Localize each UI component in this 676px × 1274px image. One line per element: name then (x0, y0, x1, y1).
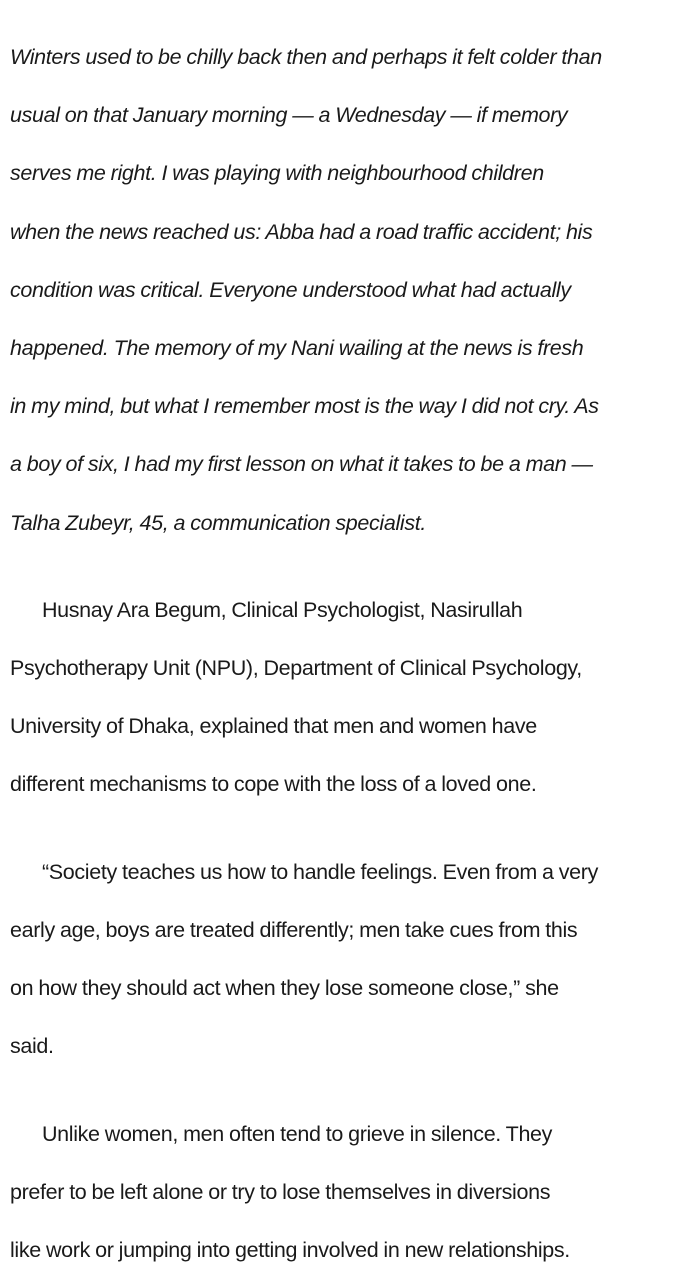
text-line: in my mind, but what I remember most is the way I did not cry. As (10, 394, 599, 419)
text-line: “Society teaches us how to handle feelings. Even from a very (42, 859, 599, 884)
body-paragraph (10, 829, 674, 1091)
article-body (10, 14, 674, 1274)
text-line: early age, boys are treated differently; men take cues from this (10, 917, 578, 942)
text-line: usual on that January morning — a Wednesday — if memory (10, 103, 568, 128)
body-paragraph (10, 567, 674, 829)
quote-paragraph (10, 14, 674, 567)
text-line: Talha Zubeyr, 45, a communication specialist. (10, 510, 426, 535)
text-line: Unlike women, men often tend to grieve in silence. They (42, 1121, 553, 1146)
text-line: said. (10, 1034, 54, 1059)
text-line: different mechanisms to cope with the loss of a loved one. (10, 772, 537, 797)
text-line: Winters used to be chilly back then and perhaps it felt colder than (10, 45, 602, 70)
text-line: happened. The memory of my Nani wailing at the news is fresh (10, 336, 584, 361)
text-line: when the news reached us: Abba had a road traffic accident; his (10, 219, 593, 244)
text-line: serves me right. I was playing with neighbourhood children (10, 161, 544, 186)
text-line: condition was critical. Everyone understood what had actually (10, 277, 571, 302)
text-line: Psychotherapy Unit (NPU), Department of Clinical Psychology, (10, 656, 582, 681)
body-paragraph (10, 1090, 674, 1274)
text-line: Husnay Ara Begum, Clinical Psychologist, Nasirullah (42, 597, 523, 622)
text-line: University of Dhaka, explained that men and women have (10, 714, 537, 739)
text-line: a boy of six, I had my first lesson on what it takes to be a man — (10, 452, 593, 477)
text-line: like work or jumping into getting involved in new relationships. (10, 1237, 570, 1262)
text-line: prefer to be left alone or try to lose themselves in diversions (10, 1179, 551, 1204)
text-line: on how they should act when they lose someone close,” she (10, 976, 559, 1001)
